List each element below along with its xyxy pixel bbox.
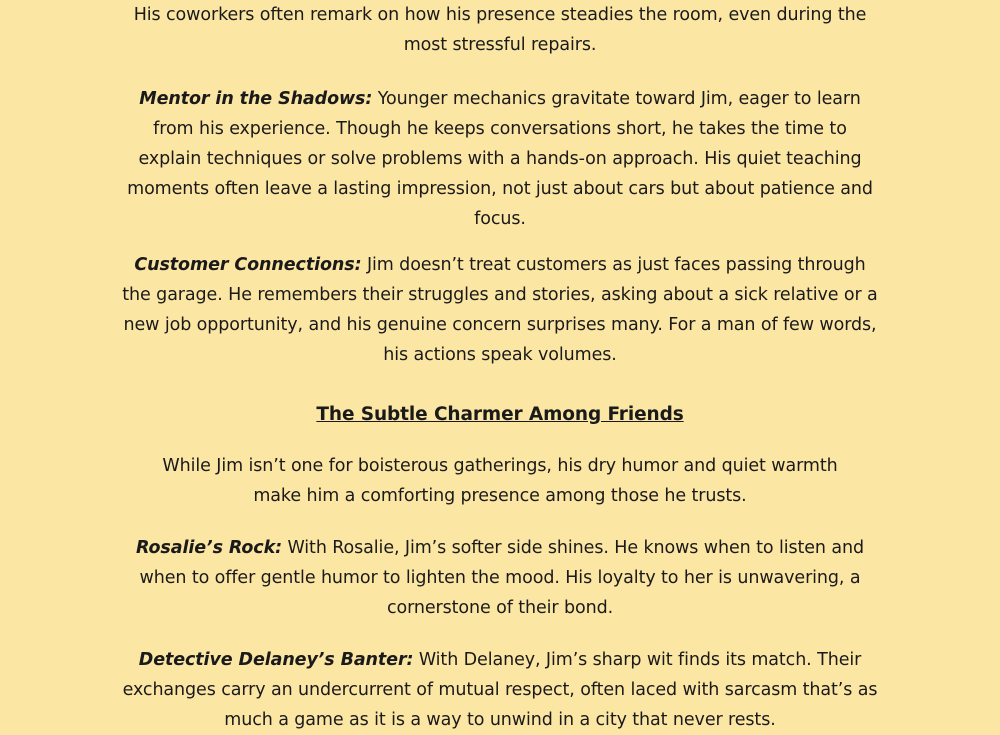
paragraph-lead-in: Rosalie’s Rock: bbox=[136, 538, 283, 558]
paragraph-detective-delaneys-banter bbox=[120, 645, 880, 735]
paragraph-lead-in: Detective Delaney’s Banter: bbox=[138, 650, 414, 670]
paragraph-rosalies-rock bbox=[120, 533, 880, 623]
paragraph-lead-in: Mentor in the Shadows: bbox=[139, 89, 373, 109]
paragraph-opening-line bbox=[120, 0, 880, 60]
paragraph-text: His coworkers often remark on how his presence steadies the room, even during the most stressful repairs. bbox=[133, 5, 867, 55]
paragraph-text: With Rosalie, Jim’s softer side shines. He knows when to listen and when to offer gentle humor to lighten the mood. His loyalty to her is unwavering, a cornerstone of their bond. bbox=[139, 538, 864, 618]
paragraph-text: Jim doesn’t treat customers as just faces passing through the garage. He remembers their struggles and stories, asking about a sick relative or a new job opportunity, and his genuine concern surprises many. For a man of few words, his actions speak volumes. bbox=[122, 255, 878, 365]
paragraph-lead-in: Customer Connections: bbox=[134, 255, 362, 275]
section-heading: The Subtle Charmer Among Friends bbox=[316, 404, 684, 425]
paragraph-mentor-in-the-shadows bbox=[120, 84, 880, 234]
paragraph-text: Younger mechanics gravitate toward Jim, eager to learn from his experience. Though he keeps conversations short, he takes the time to explain techniques or solve problems with a hands-on approach. His quiet teaching moments often leave a lasting impression, not just about cars but about patience and focus. bbox=[127, 89, 873, 229]
paragraph-section-intro bbox=[120, 451, 880, 511]
paragraph-customer-connections bbox=[120, 250, 880, 370]
paragraph-text: While Jim isn’t one for boisterous gatherings, his dry humor and quiet warmth make him a comforting presence among those he trusts. bbox=[162, 456, 838, 506]
paragraph-text: With Delaney, Jim’s sharp wit finds its match. Their exchanges carry an undercurrent of mutual respect, often laced with sarcasm that’s as much a game as it is a way to unwind in a city that never rests. bbox=[122, 650, 878, 730]
